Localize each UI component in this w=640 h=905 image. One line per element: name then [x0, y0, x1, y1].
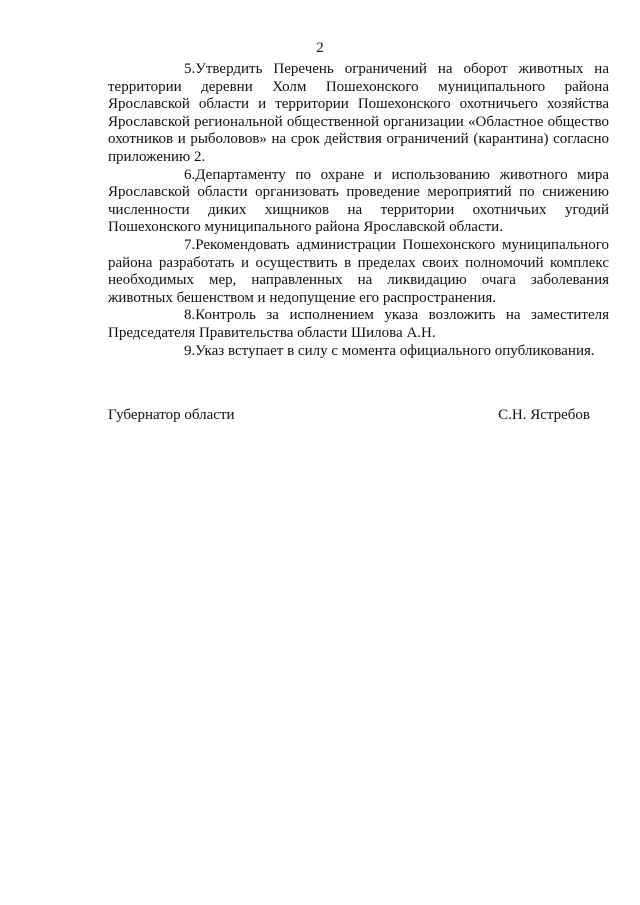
paragraph-5: [108, 61, 609, 167]
signatory-position: Губернатор области: [108, 407, 235, 423]
paragraph-number: 8.: [184, 307, 196, 324]
paragraph-8: [108, 307, 609, 342]
signature-block: [108, 407, 590, 424]
paragraph-text: Указ вступает в силу с момента официального опубликования.: [195, 342, 595, 359]
paragraph-6: [108, 167, 609, 237]
signatory-name: С.Н. Ястребов: [498, 407, 590, 423]
page-number: 2: [316, 40, 324, 56]
paragraph-number: 9.: [184, 342, 196, 359]
paragraph-7: [108, 237, 609, 307]
paragraph-text: Департаменту по охране и использованию животного мира Ярославской области организовать проведение мероприятий по снижению численности диких хищников на территории охотничьих угодий Пошехонского муниципального района Ярославской области.: [108, 166, 609, 236]
paragraph-number: 7.: [184, 236, 196, 253]
paragraph-9: [108, 343, 609, 361]
paragraph-text: Рекомендовать администрации Пошехонского муниципального района разработать и осуществить в пределах своих полномочий комплекс необходимых мер, направленных на ликвидацию очага заболевания животных бешенством и недопущение его распространения.: [108, 236, 609, 306]
paragraph-number: 6.: [184, 166, 196, 183]
paragraph-text: Контроль за исполнением указа возложить на заместителя Председателя Правительства области Шилова А.Н.: [108, 307, 609, 341]
paragraph-number: 5.: [184, 61, 196, 77]
paragraph-text: Утвердить Перечень ограничений на оборот животных на территории деревни Холм Пошехонского муниципального района Ярославской области и территории Пошехонского охотничьего хозяйства Ярославской региональной общественной организации «Областное общество охотников и рыболовов» на срок действия ограничений (карантина) согласно приложению 2.: [108, 61, 609, 165]
document-body: [108, 61, 609, 360]
